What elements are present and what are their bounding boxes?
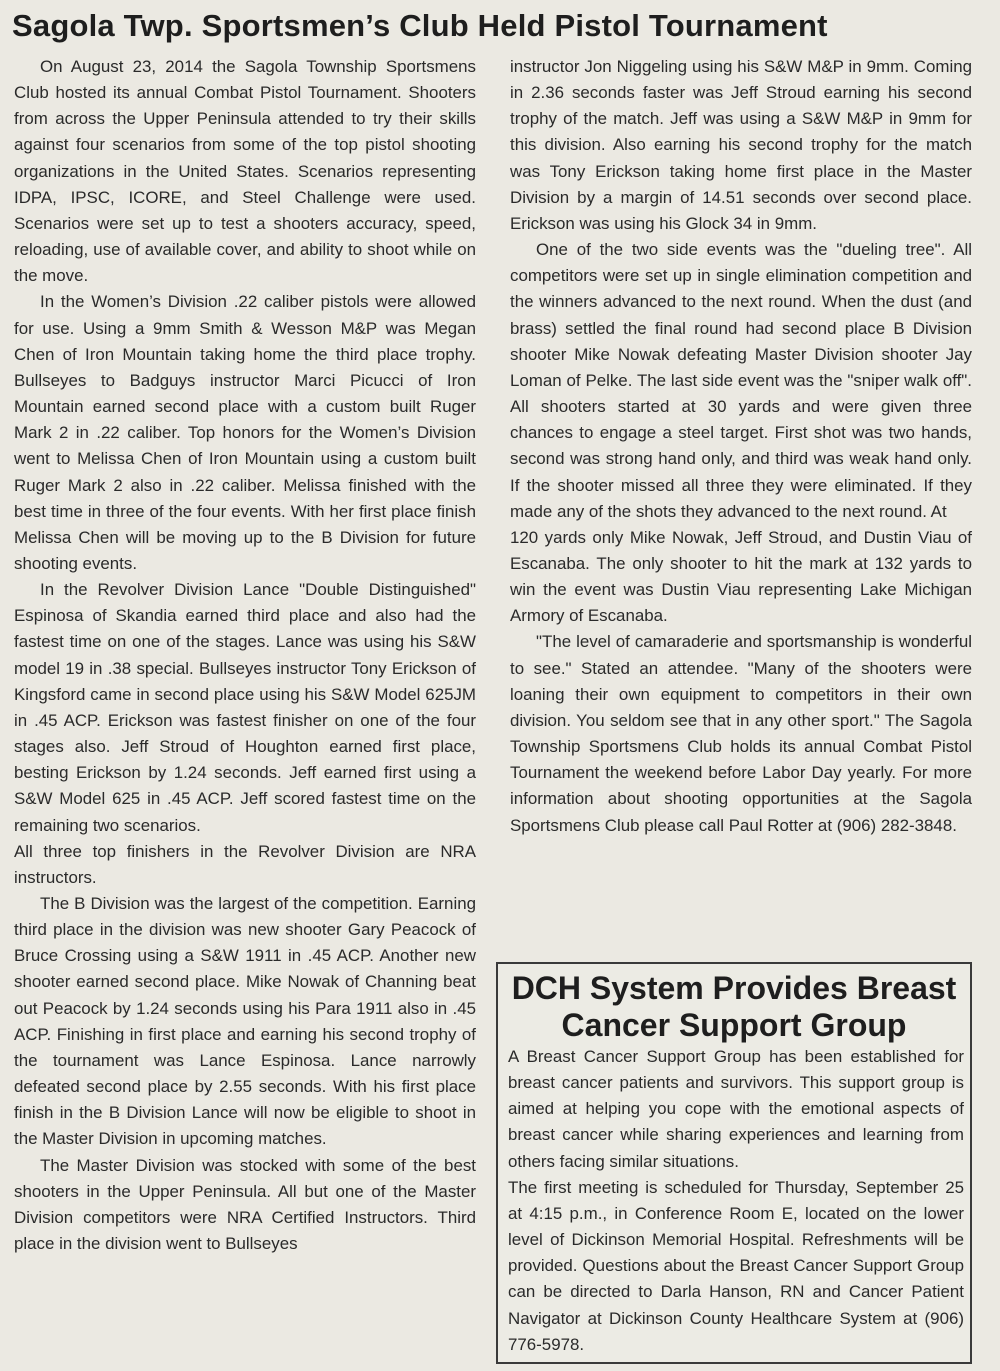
article-paragraph: On August 23, 2014 the Sagola Township Sportsmens Club hosted its annual Combat Pistol Tournament. Shooters from across the Upper Peninsula attended to try their skills against four scenarios from some of the top pistol shooting organizations in the United States. Scenarios representing IDPA, IPSC, ICORE, and Steel Challenge were used. Scenarios were set up to test a shooters accuracy, speed, reloading, use of available cover, and ability to shoot while on the move.	[14, 57, 476, 286]
sidebar-paragraph: The first meeting is scheduled for Thursday, September 25 at 4:15 p.m., in Conference Room E, located on the lower level of Dickinson Memorial Hospital. Refreshments will be provided. Questions about the Breast Cancer Support Group can be directed to Darla Hanson, RN and Cancer Patient Navigator at Dickinson County Healthcare System at (906) 776-5978.	[508, 1177, 964, 1354]
article-paragraph: "The level of camaraderie and sportsmanship is wonderful to see." Stated an attendee. "Many of the shooters were loaning their own equipment to competitors in their own division. You seldom see that in any other sport." The Sagola Township Sportsmens Club holds its annual Combat Pistol Tournament the weekend before Labor Day yearly. For more information about shooting opportunities at the Sagola Sportsmens Club please call Paul Rotter at (906) 282-3848.	[510, 632, 972, 835]
article-headline: Sagola Twp. Sportsmen’s Club Held Pistol Tournament	[12, 8, 828, 43]
sidebar-headline	[504, 970, 964, 1044]
sidebar-paragraph: A Breast Cancer Support Group has been established for breast cancer patients and survivors. This support group is aimed at helping you cope with the emotional aspects of breast cancer while sharing experiences and learning from others facing similar situations.	[508, 1047, 964, 1171]
article-paragraph: 120 yards only Mike Nowak, Jeff Stroud, and Dustin Viau of Escanaba. The only shooter to hit the mark at 132 yards to win the event was Dustin Viau representing Lake Michigan Armory of Escanaba.	[510, 527, 972, 626]
sidebar-box	[496, 962, 972, 1364]
sidebar-headline-line: Cancer Support Group	[561, 1007, 907, 1043]
sidebar-headline-line: DCH System Provides Breast	[511, 970, 957, 1006]
article-paragraph: In the Revolver Division Lance "Double Distinguished" Espinosa of Skandia earned third place and also had the fastest time on one of the stages. Lance was using his S&W model 19 in .38 special. Bullseyes instructor Tony Erickson of Kingsford came in second place using his S&W Model 625JM in .45 ACP. Erickson was fastest finisher on one of the four stages also. Jeff Stroud of Houghton earned first place, besting Erickson by 1.24 seconds. Jeff earned first using a S&W Model 625 in .45 ACP. Jeff scored fastest time on the remaining two scenarios.	[14, 580, 476, 835]
article-column-left	[14, 54, 476, 1257]
article-paragraph: The B Division was the largest of the competition. Earning third place in the division was new shooter Gary Peacock of Bruce Crossing using a S&W 1911 in .45 ACP. Another new shooter earned second place. Mike Nowak of Channing beat out Peacock by 1.24 seconds using his Para 1911 also in .45 ACP. Finishing in first place and earning his second trophy of the tournament was Lance Espinosa. Lance narrowly defeated second place by 2.55 seconds. With his first place finish in the B Division Lance will now be eligible to shoot in the Master Division in upcoming matches.	[14, 894, 476, 1149]
article-paragraph: All three top finishers in the Revolver Division are NRA instructors.	[14, 841, 476, 887]
article-paragraph: One of the two side events was the "dueling tree". All competitors were set up in single elimination competition and the winners advanced to the next round. When the dust (and brass) settled the final round had second place B Division shooter Mike Nowak defeating Master Division shooter Jay Loman of Pelke. The last side event was the "sniper walk off". All shooters started at 30 yards and were given three chances to engage a steel target. First shot was two hands, second was strong hand only, and third was weak hand only. If the shooter missed all three they were eliminated. If they made any of the shots they advanced to the next round. At	[510, 240, 972, 521]
article-paragraph: The Master Division was stocked with some of the best shooters in the Upper Peninsula. All but one of the Master Division competitors were NRA Certified Instructors. Third place in the division went to Bullseyes	[14, 1155, 476, 1254]
sidebar-body	[508, 1044, 964, 1358]
article-paragraph: instructor Jon Niggeling using his S&W M&P in 9mm. Coming in 2.36 seconds faster was Jeff Stroud earning his second trophy of the match. Jeff was using a S&W M&P in 9mm for this division. Also earning his second trophy for the match was Tony Erickson taking home first place in the Master Division by a margin of 14.51 seconds over second place. Erickson was using his Glock 34 in 9mm.	[510, 57, 972, 233]
article-paragraph: In the Women’s Division .22 caliber pistols were allowed for use. Using a 9mm Smith & Wesson M&P was Megan Chen of Iron Mountain taking home the third place trophy. Bullseyes to Badguys instructor Marci Picucci of Iron Mountain earned second place with a custom built Ruger Mark 2 in .22 caliber. Top honors for the Women’s Division went to Melissa Chen of Iron Mountain using a custom built Ruger Mark 2 also in .22 caliber. Melissa finished with the best time in three of the four events. With her first place finish Melissa Chen will be moving up to the B Division for future shooting events.	[14, 292, 476, 573]
article-column-right	[510, 54, 972, 839]
